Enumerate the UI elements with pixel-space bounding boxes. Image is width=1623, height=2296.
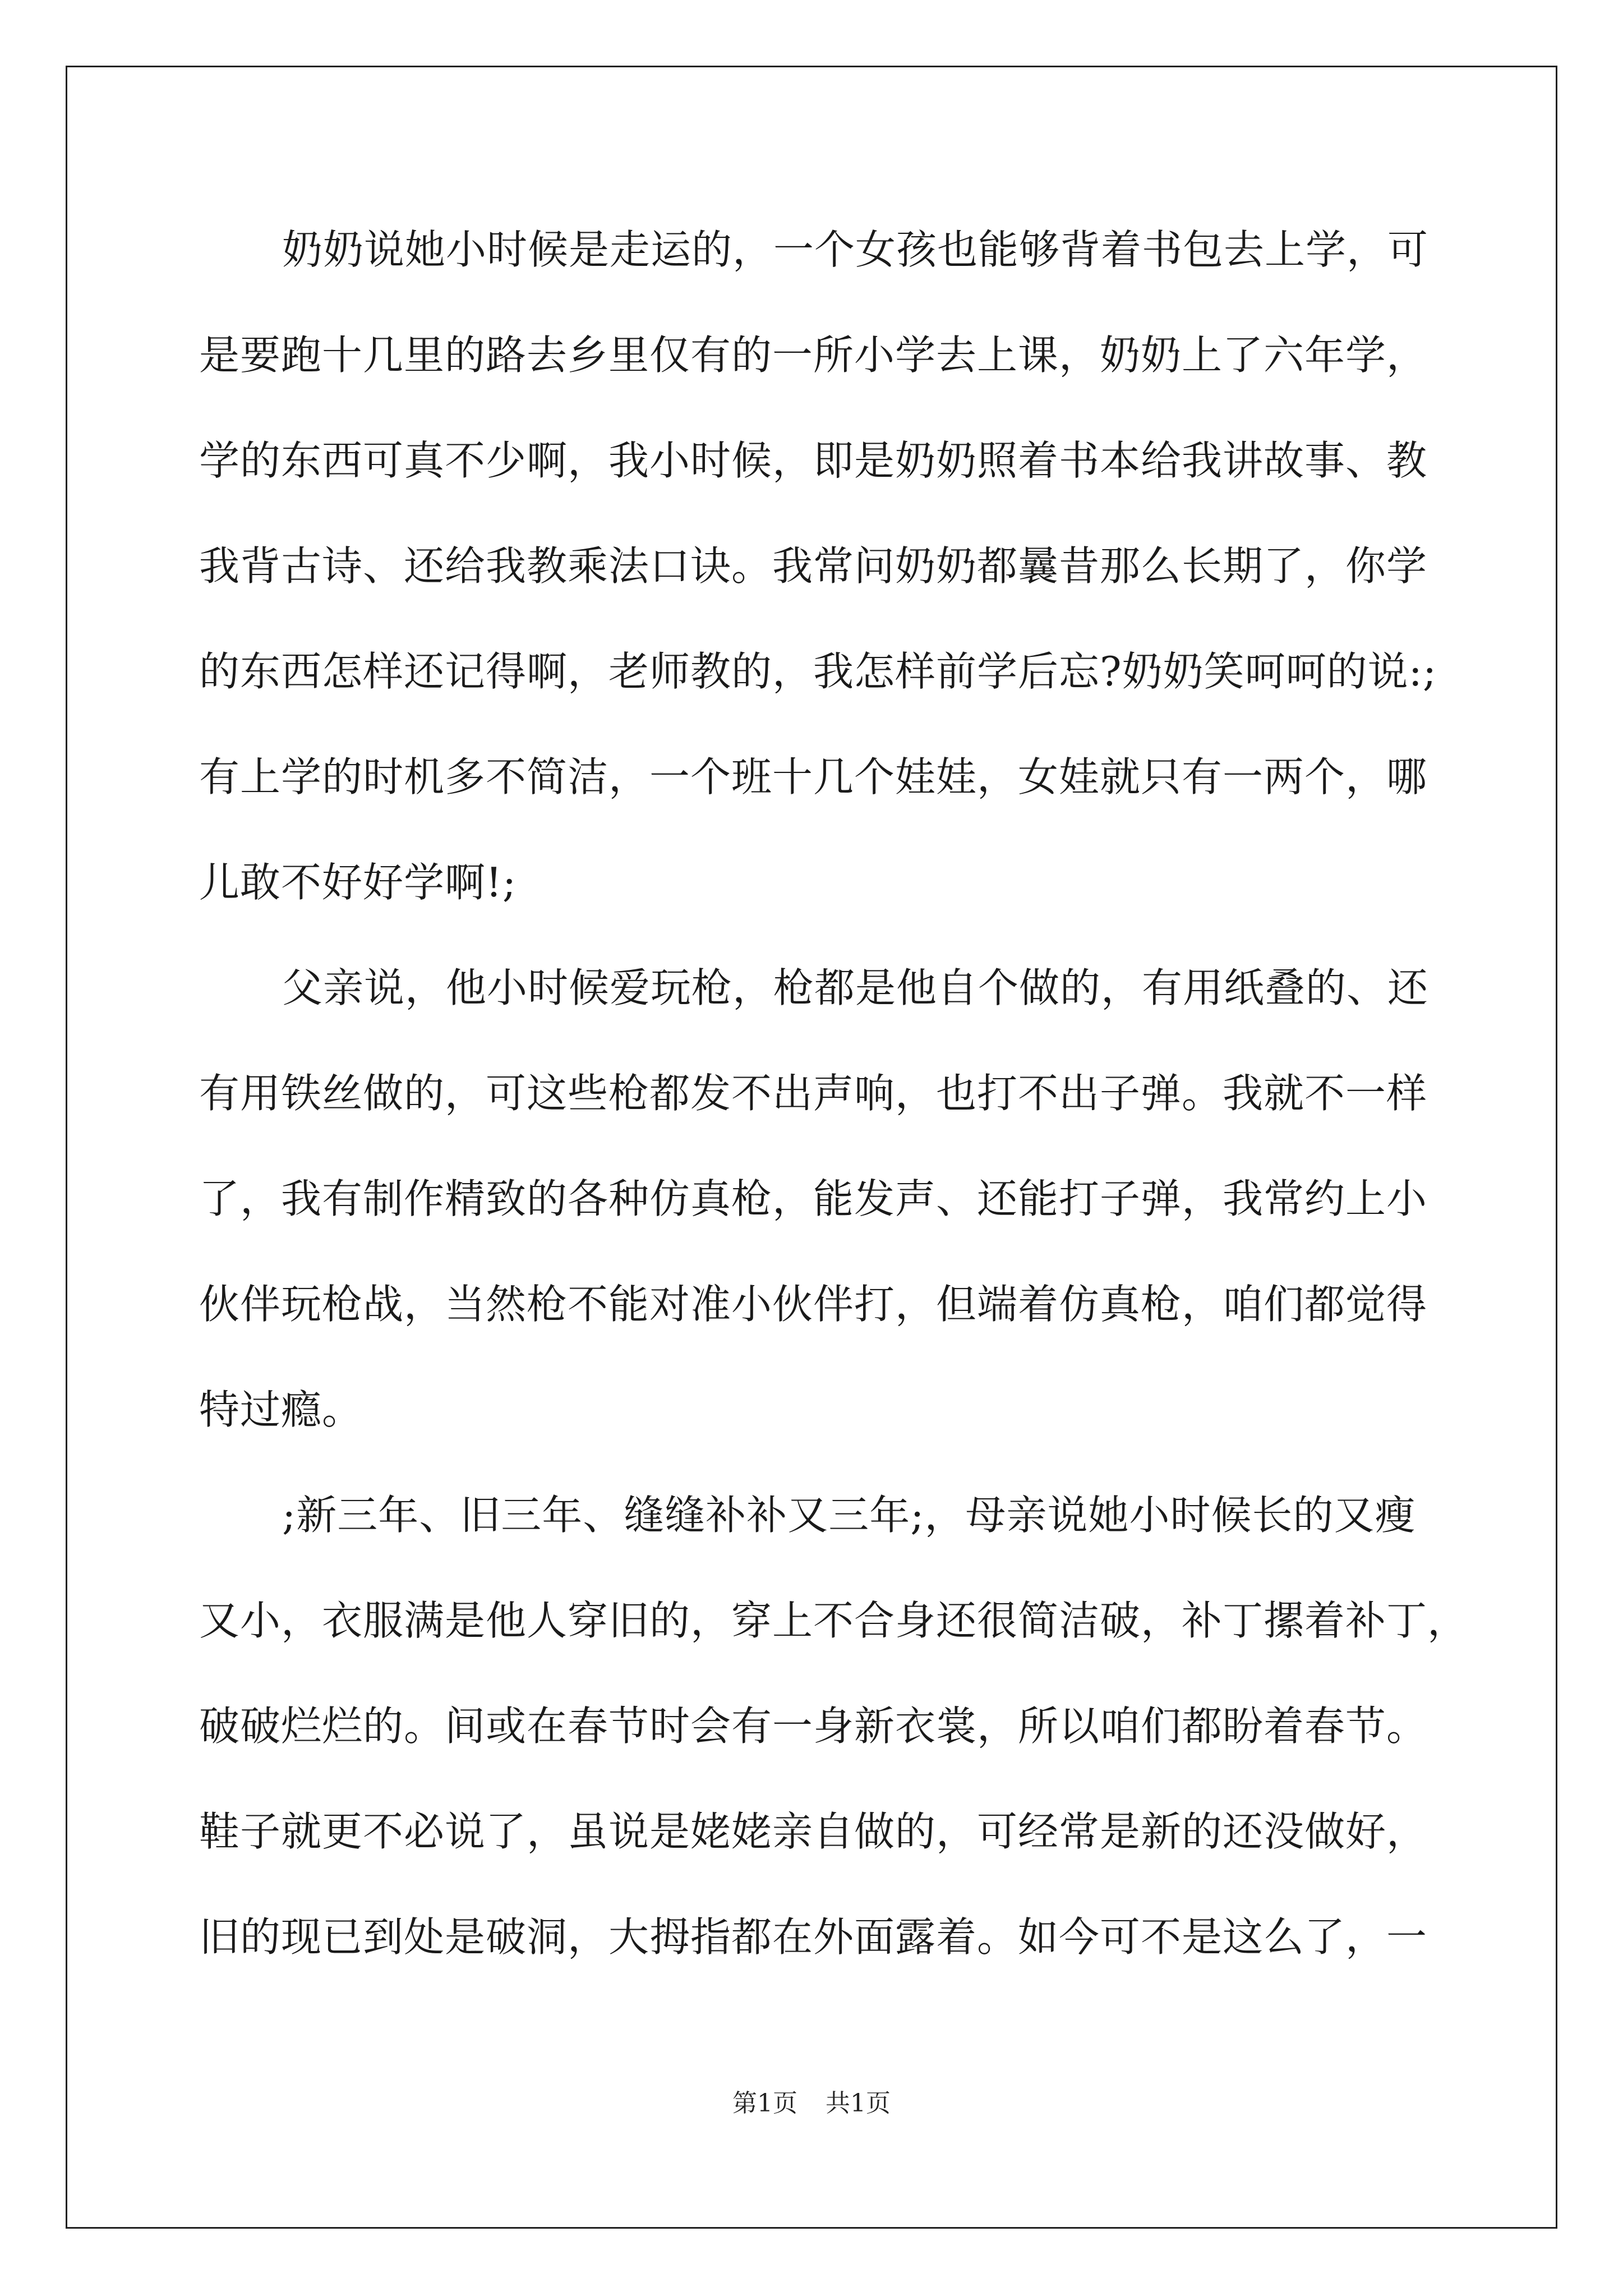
page-total: 共1页 xyxy=(826,2089,891,2118)
text-line: 了，我有制作精致的各种仿真枪，能发声、还能打子弹，我常约上小 xyxy=(199,1175,1428,1222)
text-line: 的东西怎样还记得啊，老师教的，我怎样前学后忘?奶奶笑呵呵的说:; xyxy=(199,648,1437,695)
page-number: 第1页 xyxy=(732,2089,797,2118)
text-line: 破破烂烂的。间或在春节时会有一身新衣裳，所以咱们都盼着春节。 xyxy=(199,1703,1428,1750)
text-line: 伙伴玩枪战，当然枪不能对准小伙伴打，但端着仿真枪，咱们都觉得 xyxy=(199,1281,1428,1328)
text-line: 鞋子就更不必说了，虽说是姥姥亲自做的，可经常是新的还没做好， xyxy=(199,1808,1428,1855)
text-line: 我背古诗、还给我教乘法口诀。我常问奶奶都曩昔那么长期了，你学 xyxy=(199,542,1428,590)
text-line: ;新三年、旧三年、缝缝补补又三年;，母亲说她小时候长的又瘦 xyxy=(282,1492,1416,1539)
text-line: 旧的现已到处是破洞，大拇指都在外面露着。如今可不是这么了，一 xyxy=(199,1913,1428,1961)
document-body xyxy=(199,219,1469,2012)
text-line: 有用铁丝做的，可这些枪都发不出声响，也打不出子弹。我就不一样 xyxy=(199,1070,1428,1117)
text-line: 儿敢不好好学啊!; xyxy=(199,859,517,906)
page-footer xyxy=(0,2087,1623,2120)
text-line: 又小，衣服满是他人穿旧的，穿上不合身还很简洁破，补丁摞着补丁， xyxy=(199,1597,1469,1644)
text-line: 是要跑十几里的路去乡里仅有的一所小学去上课，奶奶上了六年学， xyxy=(199,332,1428,379)
text-line: 父亲说，他小时候爱玩枪，枪都是他自个做的，有用纸叠的、还 xyxy=(282,964,1429,1011)
text-line: 学的东西可真不少啊，我小时候，即是奶奶照着书本给我讲故事、教 xyxy=(199,437,1428,484)
text-line: 有上学的时机多不简洁，一个班十几个娃娃，女娃就只有一两个，哪 xyxy=(199,753,1428,800)
text-line: 奶奶说她小时候是走运的，一个女孩也能够背着书包去上学，可 xyxy=(282,226,1429,273)
text-line: 特过瘾。 xyxy=(199,1386,363,1433)
